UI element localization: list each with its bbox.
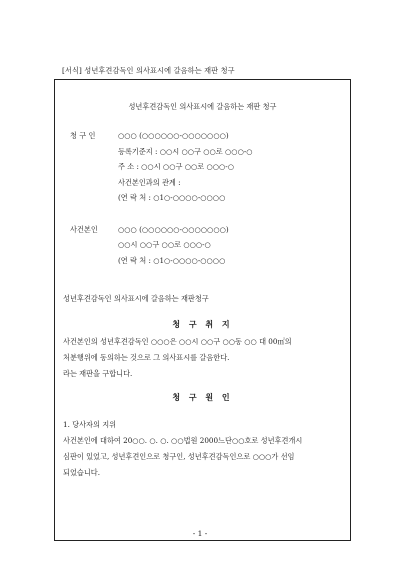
claimant-relation: 사건본인과의 관계 :: [118, 178, 181, 187]
cause-subheading: 1. 당사자의 지위: [63, 420, 117, 429]
claimant-name: ○○○ (○○○○○○-○○○○○○○): [118, 131, 229, 140]
principal-address: ○○시 ○○구 ○○로 ○○○-○: [118, 240, 211, 249]
claimant-contact: (연 락 처 : ○1○-○○○○-○○○○: [118, 193, 226, 202]
claimant-address: 주 소 : ○○시 ○○구 ○○로 ○○○-○: [118, 162, 234, 171]
document-title: 성년후견감독인 의사표시에 갈음하는 재판 청구: [128, 102, 277, 111]
principal-contact: (연 락 처 : ○1○-○○○○-○○○○: [118, 256, 226, 265]
cause-line-1: 사건본인에 대하여 20○○. ○. ○. ○○법원 2000느단○○호로 성년후견개시: [63, 436, 303, 445]
form-label: [서식] 성년후견감독인 의사표시에 갈음하는 재판 청구: [62, 66, 235, 75]
purpose-heading: 청 구 취 지: [172, 319, 233, 329]
purpose-line-2: 처분행위에 동의하는 것으로 그 의사표시를 갈음한다.: [63, 353, 230, 362]
case-name: 성년후견감독인 의사표시에 갈음하는 재판청구: [63, 294, 209, 303]
cause-line-3: 되었습니다.: [63, 468, 101, 477]
principal-heading: 사건본인: [70, 225, 98, 234]
principal-name: ○○○ (○○○○○○-○○○○○○○): [118, 225, 229, 234]
cause-line-2: 심판이 있었고, 성년후견인으로 청구인, 성년후견감독인으로 ○○○가 선임: [63, 452, 295, 461]
cause-heading: 청 구 원 인: [172, 392, 233, 402]
page-number: - 1 -: [192, 529, 208, 538]
document-frame: [54, 79, 351, 541]
claimant-heading: 청 구 인: [70, 131, 96, 140]
claimant-registered-domicile: 등록기준지 : ○○시 ○○구 ○○로 ○○○-○: [118, 147, 253, 156]
purpose-line-1: 사건본인의 성년후견감독인 ○○○은 ○○시 ○○구 ○○동 ○○ 대 00㎡의: [63, 337, 292, 346]
purpose-line-3: 라는 재판을 구합니다.: [63, 369, 133, 378]
